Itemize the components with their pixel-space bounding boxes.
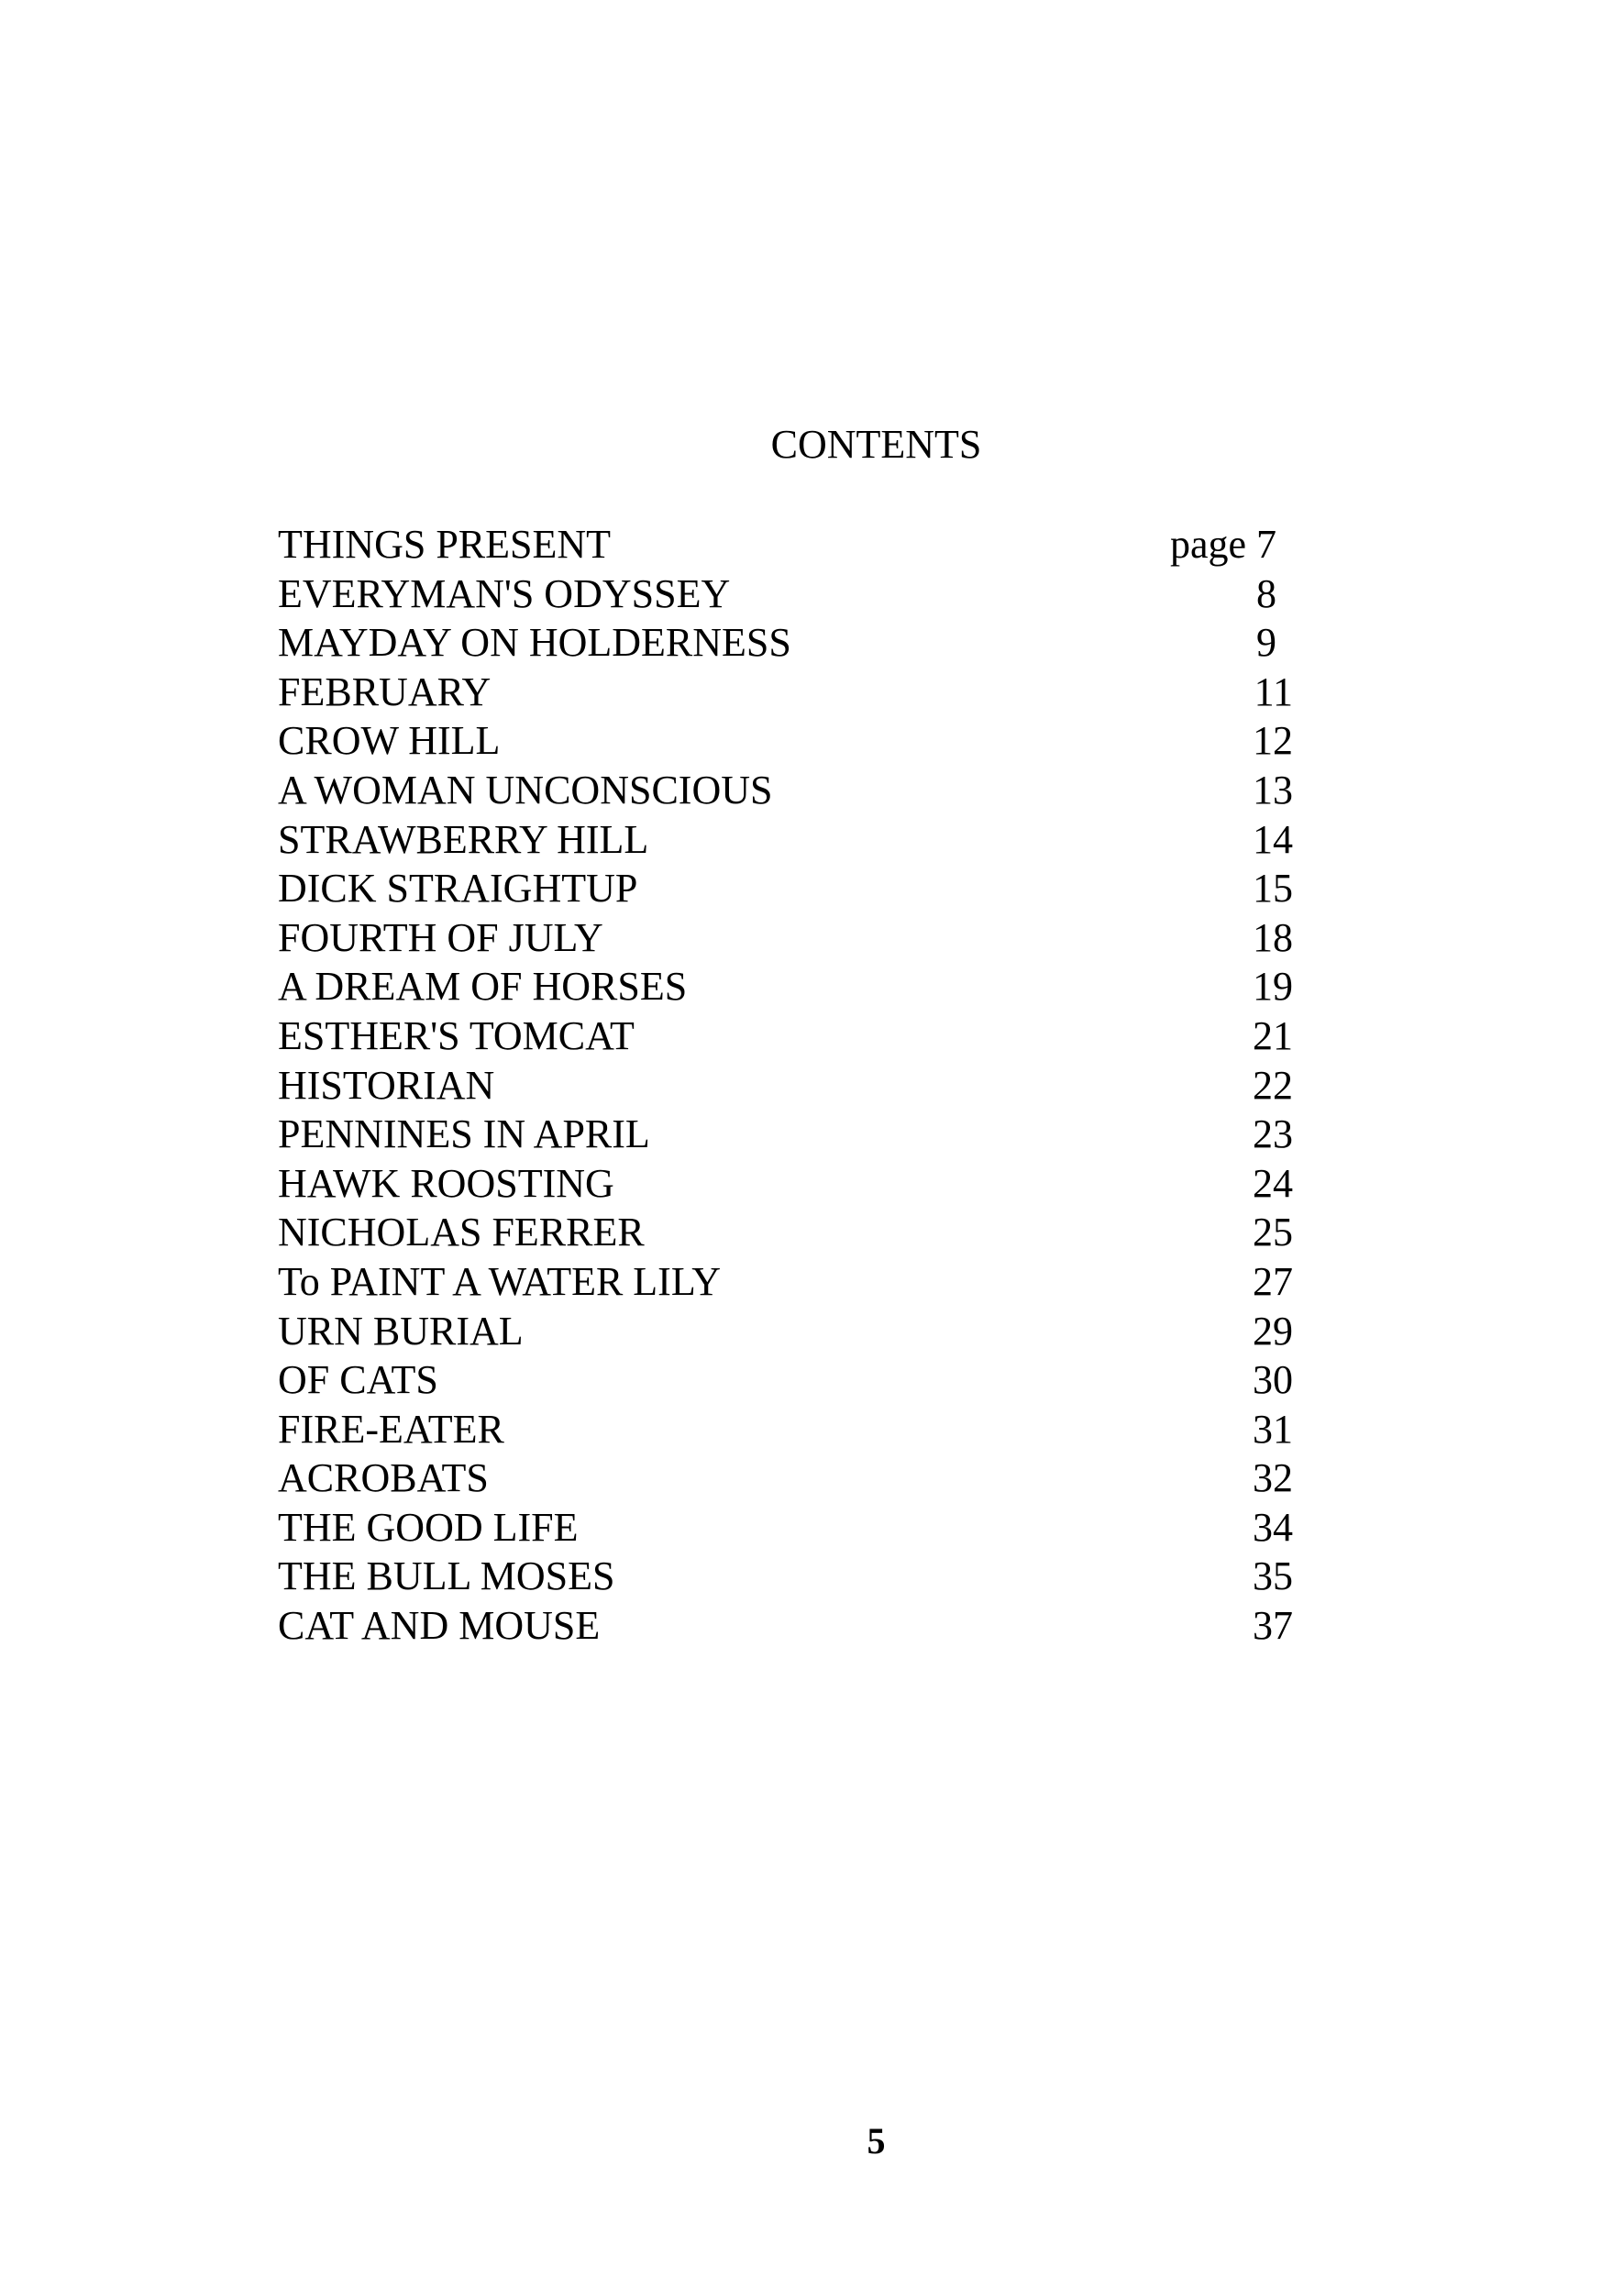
toc-entry xyxy=(278,1503,1293,1553)
toc-entry xyxy=(278,913,1293,963)
toc-entry-page: 34 xyxy=(1253,1504,1293,1550)
toc-entry-title: URN BURIAL xyxy=(278,1308,524,1354)
toc-entry xyxy=(278,1552,1293,1601)
page-number: 5 xyxy=(867,2120,886,2161)
toc-entry xyxy=(278,618,1293,668)
toc-entry-title: FEBRUARY xyxy=(278,669,492,714)
toc-entry-title: EVERYMAN'S ODYSSEY xyxy=(278,570,731,616)
toc-entry-page: 11 xyxy=(1254,669,1293,714)
toc-entry xyxy=(278,1355,1293,1405)
toc-entry-page: 21 xyxy=(1253,1012,1293,1058)
contents-heading: CONTENTS xyxy=(770,422,982,467)
toc-entry-title: CAT AND MOUSE xyxy=(278,1603,601,1649)
toc-entry xyxy=(278,1454,1293,1503)
toc-entry-title: A WOMAN UNCONSCIOUS xyxy=(278,767,773,812)
toc-entry-title: FIRE-EATER xyxy=(278,1406,504,1452)
toc-entry xyxy=(278,815,1293,865)
toc-entry-page: 14 xyxy=(1253,816,1293,862)
toc-entry-page: 15 xyxy=(1253,866,1293,912)
toc-entry-title: ACROBATS xyxy=(278,1455,489,1501)
toc-entry-page: 22 xyxy=(1253,1062,1293,1108)
toc-entry-page: 25 xyxy=(1253,1210,1293,1255)
toc-entry xyxy=(278,1061,1293,1111)
toc-entry-page: 8 xyxy=(1256,570,1276,616)
toc-entry xyxy=(278,1405,1293,1454)
toc-entry xyxy=(278,766,1293,815)
toc-entry-page: 29 xyxy=(1253,1308,1293,1354)
toc-entry-page: 27 xyxy=(1253,1258,1293,1304)
toc-entry-page: 19 xyxy=(1253,964,1293,1010)
toc-entry xyxy=(278,1257,1293,1307)
toc-entry xyxy=(278,962,1293,1011)
toc-entry-title: NICHOLAS FERRER xyxy=(278,1210,645,1255)
toc-entry-page: 23 xyxy=(1253,1111,1293,1157)
toc-entry-title: HISTORIAN xyxy=(278,1062,495,1108)
toc-entry-page: 9 xyxy=(1256,620,1276,666)
toc-entry-page: 32 xyxy=(1253,1455,1293,1501)
toc-entry-page: 31 xyxy=(1253,1406,1293,1452)
toc-entry-title: MAYDAY ON HOLDERNESS xyxy=(278,620,791,666)
toc-entry-page: 37 xyxy=(1253,1603,1293,1649)
toc-entry xyxy=(278,864,1293,913)
toc-entry-title: CROW HILL xyxy=(278,718,501,764)
toc-entry-title: HAWK ROOSTING xyxy=(278,1160,614,1206)
toc-entry-title: DICK STRAIGHTUP xyxy=(278,866,638,912)
toc-entry xyxy=(278,1601,1293,1651)
toc-entry-title: OF CATS xyxy=(278,1357,438,1403)
toc-entry-title: ESTHER'S TOMCAT xyxy=(278,1012,635,1058)
toc-entry-title: THINGS PRESENT xyxy=(278,522,612,567)
toc-entry-page: page 7 xyxy=(1169,522,1276,567)
toc-entry-page: 30 xyxy=(1253,1357,1293,1403)
toc-entry xyxy=(278,668,1293,717)
toc-entry-title: STRAWBERRY HILL xyxy=(278,816,649,862)
toc-entry-title: FOURTH OF JULY xyxy=(278,914,603,960)
toc-entry-title: THE BULL MOSES xyxy=(278,1553,615,1599)
toc-entry-page: 24 xyxy=(1253,1160,1293,1206)
table-of-contents xyxy=(278,520,1293,1651)
toc-entry-title: PENNINES IN APRIL xyxy=(278,1111,650,1157)
toc-entry xyxy=(278,569,1293,619)
toc-entry xyxy=(278,1110,1293,1159)
toc-entry-title: THE GOOD LIFE xyxy=(278,1504,579,1550)
toc-entry xyxy=(278,1159,1293,1209)
toc-entry xyxy=(278,1307,1293,1356)
toc-entry-page: 12 xyxy=(1253,718,1293,764)
toc-entry xyxy=(278,716,1293,766)
toc-entry-title: To PAINT A WATER LILY xyxy=(278,1258,722,1304)
toc-entry-title: A DREAM OF HORSES xyxy=(278,964,688,1010)
toc-entry xyxy=(278,1208,1293,1257)
toc-entry-page: 13 xyxy=(1253,767,1293,812)
toc-entry xyxy=(278,520,1293,569)
toc-entry xyxy=(278,1011,1293,1061)
toc-entry-page: 35 xyxy=(1253,1553,1293,1599)
toc-entry-page: 18 xyxy=(1253,914,1293,960)
